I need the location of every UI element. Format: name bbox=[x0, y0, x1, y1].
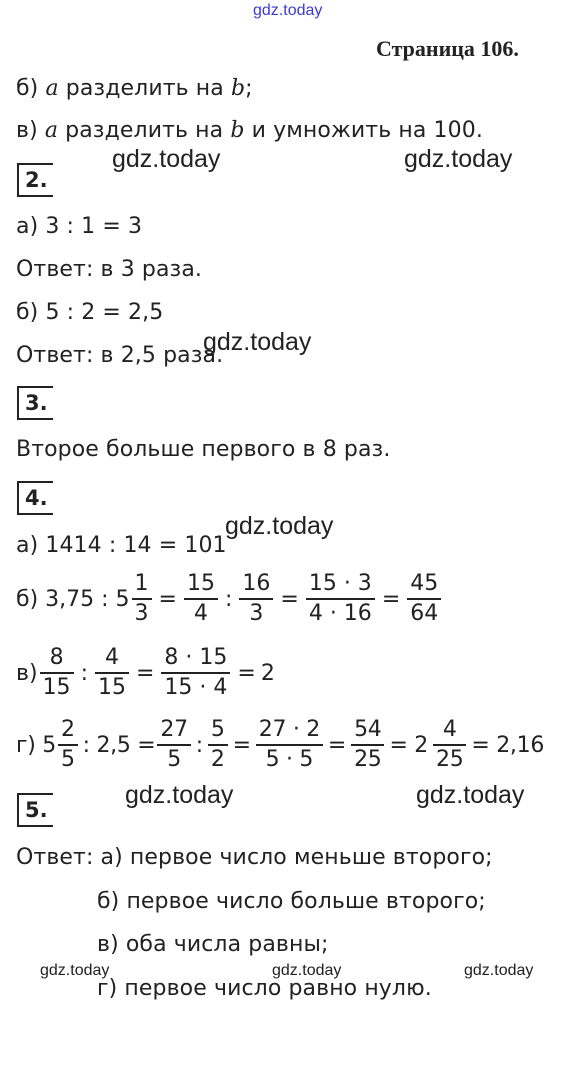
fraction bbox=[239, 573, 273, 625]
numerator: 5 bbox=[210, 717, 225, 742]
variable: a bbox=[44, 118, 59, 143]
denominator: 4 bbox=[184, 598, 218, 625]
fraction bbox=[184, 573, 218, 625]
equation-text: г) 5 bbox=[16, 732, 56, 758]
operator: = bbox=[280, 586, 299, 612]
numerator: 8 · 15 bbox=[164, 645, 228, 670]
task4-a-equation: а) 1414 : 14 = 101 bbox=[16, 533, 227, 558]
item-text: ; bbox=[245, 76, 253, 101]
denominator: 5 · 5 bbox=[256, 744, 323, 771]
operator: : bbox=[195, 732, 203, 758]
task4-g-equation bbox=[16, 719, 544, 771]
denominator: 4 · 16 bbox=[306, 598, 375, 625]
operator: : bbox=[224, 586, 233, 612]
task-number-4: 4. bbox=[17, 481, 53, 515]
item-v bbox=[16, 118, 483, 144]
item-b bbox=[16, 76, 253, 102]
watermark: gdz.today bbox=[40, 962, 110, 979]
denominator: 15 bbox=[95, 672, 129, 699]
item-label: б) bbox=[16, 76, 46, 101]
task4-v-equation bbox=[16, 647, 275, 699]
task3-text: Второе больше первого в 8 раз. bbox=[16, 437, 391, 462]
task-number-5: 5. bbox=[17, 793, 53, 827]
variable: b bbox=[230, 76, 246, 101]
fraction bbox=[351, 719, 384, 771]
numerator: 27 bbox=[160, 717, 188, 742]
denominator: 5 bbox=[58, 744, 78, 771]
fraction bbox=[208, 719, 228, 771]
numerator: 1 bbox=[134, 571, 149, 596]
operator: = 2 bbox=[389, 732, 428, 758]
page-title: Страница 106. bbox=[376, 36, 519, 61]
fraction bbox=[95, 647, 129, 699]
task5-answer-g: г) первое число равно нулю. bbox=[97, 976, 432, 1001]
task5-answer-a: Ответ: а) первое число меньше второго; bbox=[16, 845, 493, 870]
task2-a-equation: а) 3 : 1 = 3 bbox=[16, 214, 143, 239]
variable: b bbox=[230, 118, 245, 143]
watermark: gdz.today bbox=[464, 962, 534, 979]
watermark: gdz.today bbox=[404, 145, 513, 173]
watermark: gdz.today bbox=[125, 781, 234, 809]
numerator: 16 bbox=[242, 571, 271, 596]
watermark: gdz.today bbox=[253, 2, 323, 19]
equation-text: : 2,5 = bbox=[82, 732, 156, 758]
task2-a-answer: Ответ: в 3 раза. bbox=[16, 257, 203, 282]
operator: = bbox=[232, 732, 251, 758]
denominator: 15 bbox=[40, 672, 74, 699]
fraction bbox=[407, 573, 441, 625]
numerator: 45 bbox=[410, 571, 439, 596]
numerator: 2 bbox=[60, 717, 75, 742]
fraction bbox=[40, 647, 74, 699]
item-text: и умножить на 100. bbox=[244, 118, 483, 143]
item-text: разделить на bbox=[58, 76, 231, 101]
fraction bbox=[306, 573, 375, 625]
fraction bbox=[157, 719, 190, 771]
fraction bbox=[132, 573, 152, 625]
denominator: 25 bbox=[433, 744, 466, 771]
numerator: 8 bbox=[49, 645, 64, 670]
task2-b-equation: б) 5 : 2 = 2,5 bbox=[16, 300, 164, 325]
denominator: 64 bbox=[407, 598, 441, 625]
fraction bbox=[58, 719, 78, 771]
watermark: gdz.today bbox=[416, 781, 525, 809]
numerator: 4 bbox=[104, 645, 119, 670]
item-text: разделить на bbox=[58, 118, 231, 143]
watermark: gdz.today bbox=[272, 962, 342, 979]
fraction bbox=[161, 647, 230, 699]
fraction bbox=[256, 719, 323, 771]
numerator: 15 · 3 bbox=[308, 571, 372, 596]
fraction bbox=[433, 719, 466, 771]
task-number-3: 3. bbox=[17, 386, 53, 420]
denominator: 25 bbox=[351, 744, 384, 771]
operator: = bbox=[237, 660, 256, 686]
denominator: 3 bbox=[239, 598, 273, 625]
numerator: 4 bbox=[442, 717, 457, 742]
watermark: gdz.today bbox=[203, 328, 312, 356]
operator: = bbox=[327, 732, 347, 758]
task2-b-answer: Ответ: в 2,5 раза. bbox=[16, 343, 224, 368]
numerator: 54 bbox=[354, 717, 382, 742]
item-label: в) bbox=[16, 118, 45, 143]
numerator: 27 · 2 bbox=[258, 717, 320, 742]
denominator: 2 bbox=[208, 744, 228, 771]
operator: : bbox=[80, 660, 88, 686]
equation-result: = 2,16 bbox=[471, 732, 545, 758]
operator: = bbox=[135, 660, 155, 686]
operator: = bbox=[158, 586, 177, 612]
task-number-2: 2. bbox=[17, 163, 53, 197]
operator: = bbox=[381, 586, 401, 612]
denominator: 3 bbox=[132, 598, 152, 625]
denominator: 5 bbox=[157, 744, 190, 771]
equation-text: б) 3,75 : 5 bbox=[16, 586, 130, 612]
task5-answer-v: в) оба числа равны; bbox=[97, 932, 329, 957]
variable: a bbox=[45, 76, 59, 101]
equation-text: в) bbox=[16, 660, 38, 686]
watermark: gdz.today bbox=[112, 145, 221, 173]
task4-b-equation bbox=[16, 573, 443, 625]
task5-answer-b: б) первое число больше второго; bbox=[97, 889, 486, 914]
watermark: gdz.today bbox=[225, 512, 334, 540]
denominator: 15 · 4 bbox=[161, 672, 230, 699]
numerator: 15 bbox=[186, 571, 215, 596]
equation-result: 2 bbox=[260, 660, 275, 686]
